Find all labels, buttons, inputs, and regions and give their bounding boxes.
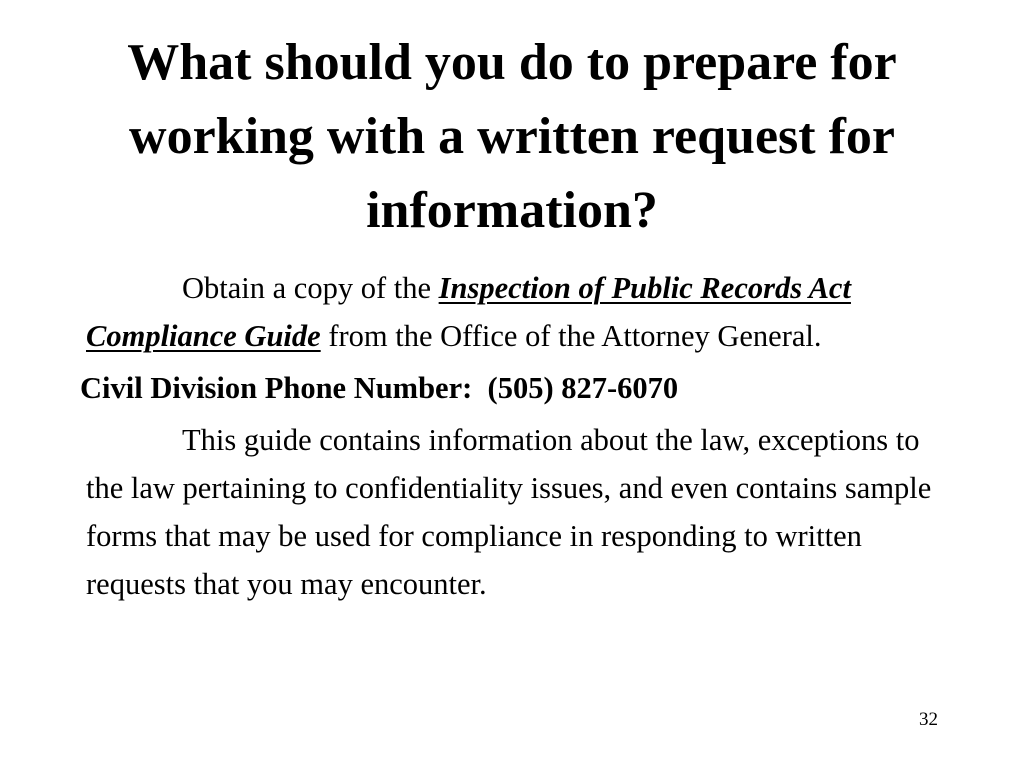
paragraph-guide-source-intro: Obtain a copy of the <box>182 271 439 305</box>
phone-number: (505) 827-6070 <box>487 371 679 405</box>
paragraph-guide-source-outro: from the Office of the Attorney General. <box>320 319 822 353</box>
phone-line <box>80 360 946 416</box>
paragraph-guide-contents: This guide contains information about the law, exceptions to the law pertaining to confidentiality issues, and even contains sample forms that may be used for compliance in responding to written requests that you may encounter. <box>86 423 932 601</box>
page-number: 32 <box>919 709 938 730</box>
slide-body <box>80 264 946 608</box>
slide-title: What should you do to prepare for working with a written request for information? <box>127 34 897 239</box>
paragraph-guide-source <box>86 264 946 360</box>
guide-title: Inspection of Public Records Act Compliance Guide <box>86 271 851 353</box>
phone-label: Civil Division Phone Number: <box>80 371 473 405</box>
